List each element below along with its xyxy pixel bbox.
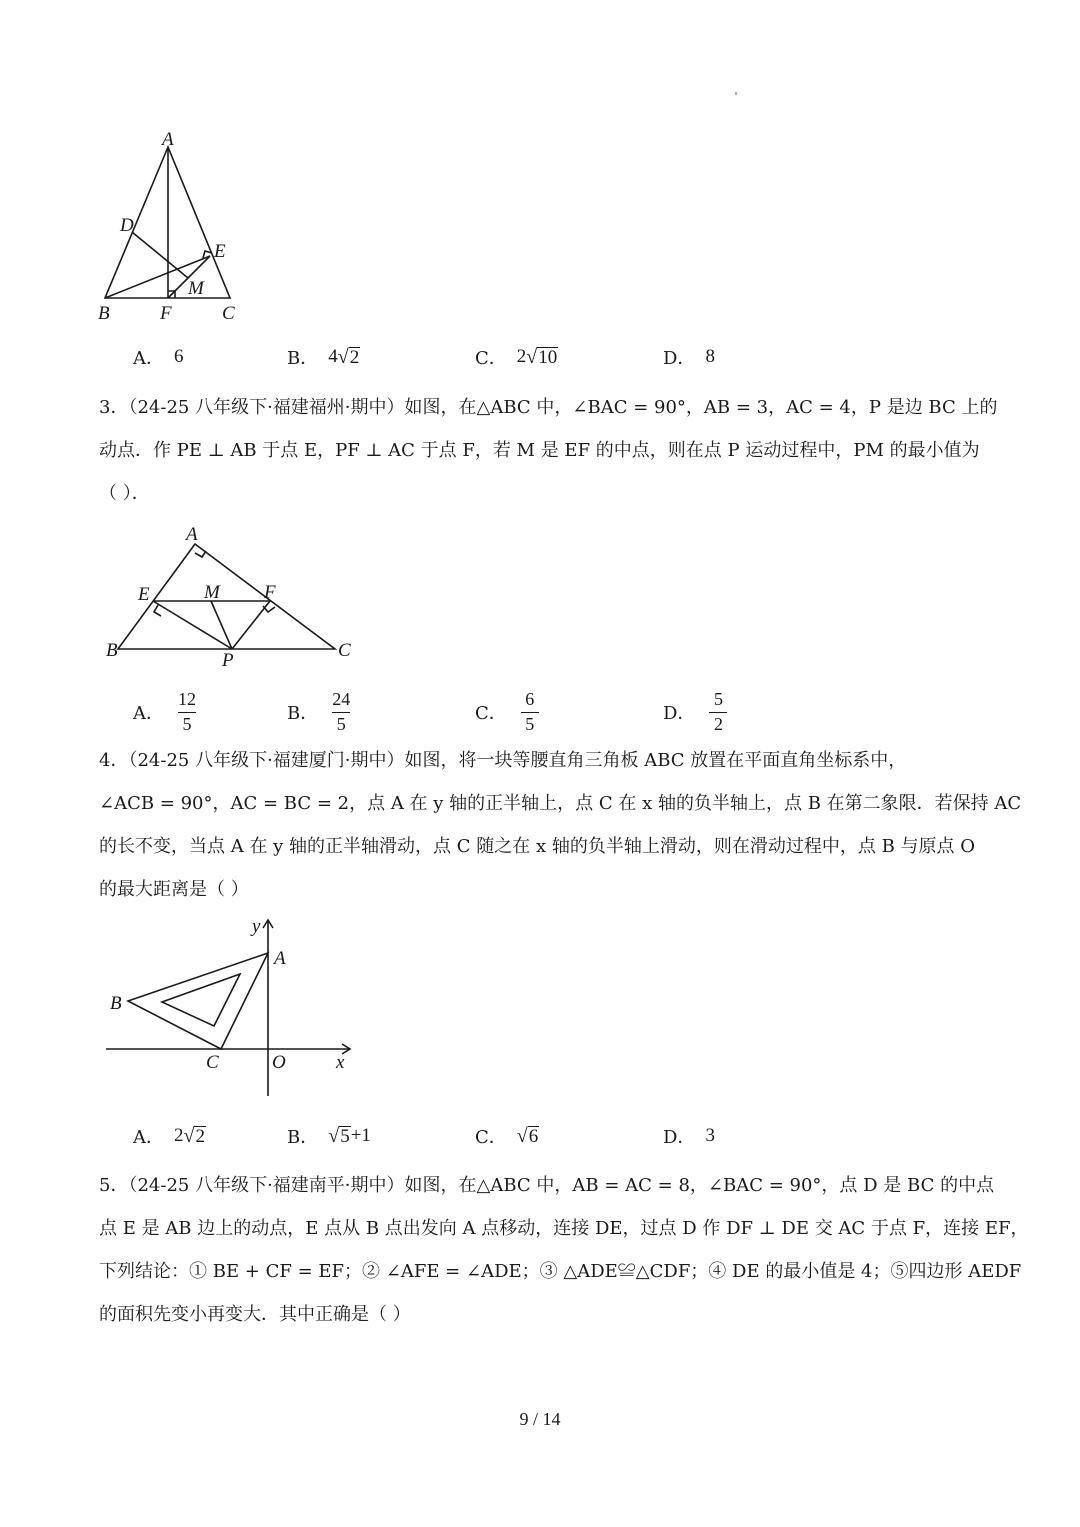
q5-line-1: 5．（24-25 八年级下·福建南平·期中）如图，在△ABC 中，AB = AC = 8，∠BAC = 90°，点 D 是 BC 的中点 [99, 1175, 995, 1196]
sqrt-symbol: √ 6 [516, 1125, 539, 1148]
q4-line-3: 的长不变，当点 A 在 y 轴的正半轴滑动，点 C 随之在 x 轴的负半轴上滑动，则在滑动过程中，点 B 与原点 O [99, 836, 976, 857]
q4-option-b[interactable]: B． √ 5 +1 [287, 1125, 371, 1148]
label-m: M [188, 278, 204, 299]
segment-ep [153, 601, 232, 649]
fraction: $\frac{6}{5}$ [521, 690, 539, 735]
fraction: $\frac{5}{2}$ [709, 690, 727, 735]
q3-option-c[interactable]: C． $\frac{6}{5}$ [475, 689, 539, 735]
question-5-text [99, 1164, 1029, 1336]
q2-option-d[interactable]: D． 8 [663, 346, 715, 369]
label-p: P [222, 650, 234, 671]
q5-line-2: 点 E 是 AB 边上的动点，E 点从 B 点出发向 A 点移动，连接 DE，过点 D 作 DF ⊥ DE 交 AC 于点 F，连接 EF， [99, 1218, 1029, 1239]
label-b: B [106, 640, 118, 661]
sqrt-symbol: √ 10 [526, 346, 558, 369]
q3-line-1: 3．（24-25 八年级下·福建福州·期中）如图，在△ABC 中，∠BAC = 90°，AB = 3，AC = 4，P 是边 BC 上的 [99, 397, 998, 418]
q2-options [0, 337, 1080, 377]
label-c: C [206, 1052, 219, 1073]
label-x: x [336, 1052, 345, 1073]
q4-line-2: ∠ACB = 90°，AC = BC = 2，点 A 在 y 轴的正半轴上，点 C 在 x 轴的负半轴上，点 B 在第二象限．若保持 AC [99, 793, 1022, 814]
q5-line-4: 的面积先变小再变大．其中正确是（ ） [99, 1304, 411, 1325]
q4-options [0, 1116, 1080, 1156]
figure-q2-triangle [90, 130, 270, 330]
sqrt-symbol: √ 5 [328, 1125, 350, 1148]
q3-option-b[interactable]: B． $\frac{24}{5}$ [287, 688, 351, 734]
sqrt-symbol: √ 2 [337, 346, 360, 369]
label-a: A [162, 129, 174, 150]
label-o: O [272, 1052, 286, 1073]
q3-options [0, 689, 1080, 735]
triangle-plate-outer [128, 953, 268, 1049]
sqrt-symbol: √ 2 [183, 1125, 205, 1148]
q2-option-a[interactable]: A． 6 [133, 346, 184, 369]
q4-option-d[interactable]: D． 3 [663, 1125, 715, 1148]
q5-line-3: 下列结论：① BE + CF = EF；② ∠AFE = ∠ADE；③ △ADE≌△CDF；④ DE 的最小值是 4；⑤四边形 AEDF [99, 1261, 1022, 1282]
label-e: E [138, 584, 150, 605]
fraction: $\frac{12}{5}$ [178, 688, 196, 734]
label-f: F [264, 582, 276, 603]
q3-line-2: 动点．作 PE ⊥ AB 于点 E，PF ⊥ AC 于点 F，若 M 是 EF 的中点，则在点 P 运动过程中，PM 的最小值为 [99, 440, 980, 461]
label-b: B [98, 303, 110, 324]
triangle-plate-inner [162, 974, 240, 1026]
right-angle-e [154, 605, 161, 616]
q3-line-3: （ ）． [99, 483, 150, 504]
label-m: M [204, 582, 220, 603]
figure-q3-right-triangle [100, 520, 370, 670]
segment-dm [132, 232, 188, 278]
label-a: A [274, 948, 286, 969]
q3-option-d[interactable]: D． $\frac{5}{2}$ [663, 689, 727, 735]
label-y: y [252, 916, 261, 937]
label-b: B [110, 993, 122, 1014]
q3-option-a[interactable]: A． $\frac{12}{5}$ [133, 688, 196, 734]
label-e: E [214, 241, 226, 262]
scan-speck [735, 92, 737, 95]
figure-q4-coordinate-plane [100, 910, 360, 1105]
page-number: 9 / 14 [519, 1409, 561, 1429]
q2-option-c[interactable]: C． 2 √ 10 [475, 346, 558, 369]
label-c: C [338, 640, 351, 661]
fraction: $\frac{24}{5}$ [332, 688, 351, 734]
label-a: A [186, 524, 198, 545]
q4-line-4: 的最大距离是（ ） [99, 879, 249, 900]
q4-option-c[interactable]: C． √ 6 [475, 1125, 539, 1148]
q4-option-a[interactable]: A． 2 √ 2 [133, 1125, 205, 1148]
q4-line-1: 4．（24-25 八年级下·福建厦门·期中）如图，将一块等腰直角三角板 ABC 放置在平面直角坐标系中， [99, 750, 907, 771]
label-c: C [222, 303, 235, 324]
label-f: F [160, 303, 172, 324]
label-d: D [120, 215, 134, 236]
q2-option-b[interactable]: B． 4 √ 2 [287, 346, 360, 369]
triangle-abc [118, 544, 335, 649]
question-3-text [99, 386, 998, 515]
question-4-text [99, 739, 1022, 911]
